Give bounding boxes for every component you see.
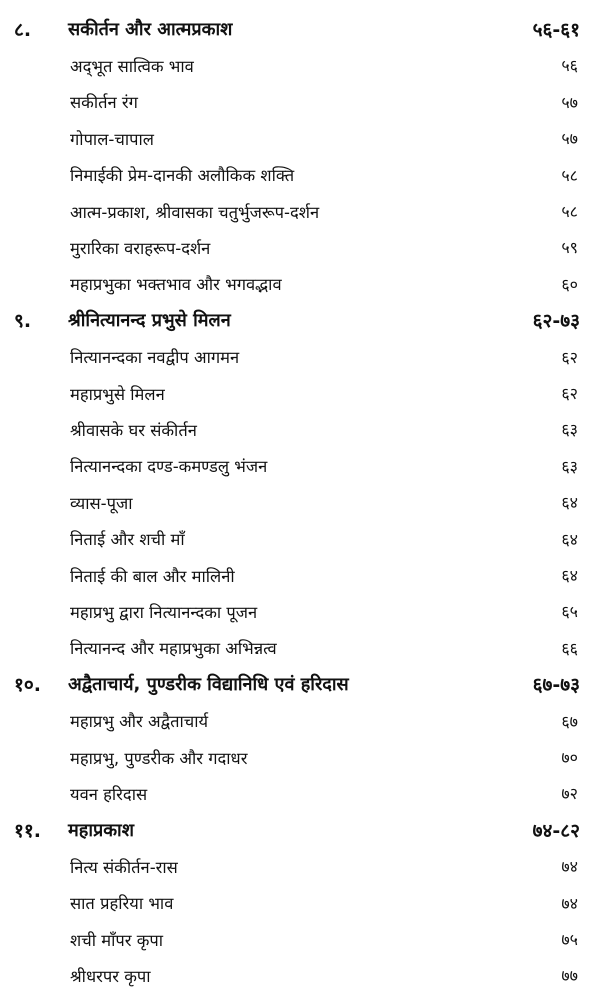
section-title: श्रीवासके घर संकीर्तन xyxy=(70,420,197,440)
section-entry xyxy=(0,957,600,993)
section-title: निताई और शची माँ xyxy=(70,530,185,550)
section-page: ६५ xyxy=(561,602,578,622)
section-entry xyxy=(0,775,600,811)
section-title: महाप्रभु, पुण्डरीक और गदाधर xyxy=(70,748,248,768)
section-entry xyxy=(0,157,600,193)
section-title: यवन हरिदास xyxy=(70,784,148,804)
section-page: ६४ xyxy=(561,566,578,585)
section-page: ५९ xyxy=(561,238,578,258)
section-entry xyxy=(0,193,600,229)
section-title: निताई की बाल और मालिनी xyxy=(70,566,235,586)
section-entry xyxy=(0,229,600,265)
chapter-heading xyxy=(0,666,600,702)
section-entry xyxy=(0,84,600,120)
section-page: ६० xyxy=(561,274,578,294)
section-title: अद्‌भूत सात्विक भाव xyxy=(70,56,194,76)
chapter-page-range: ७४-८२ xyxy=(532,819,580,842)
section-title: महाप्रभुसे मिलन xyxy=(70,384,165,404)
chapter-heading xyxy=(0,11,600,47)
section-title: नित्यानन्दका दण्ड-कमण्डलु भंजन xyxy=(70,457,268,477)
section-page: ६७ xyxy=(561,711,578,731)
section-page: ६४ xyxy=(561,529,578,549)
section-title: सकीर्तन रंग xyxy=(70,93,138,113)
chapter-page-range: ६७-७३ xyxy=(532,674,580,697)
chapter-number: ११. xyxy=(14,819,41,842)
section-entry xyxy=(0,703,600,739)
section-entry xyxy=(0,885,600,921)
section-title: महाप्रभु द्वारा नित्यानन्दका पूजन xyxy=(70,602,258,622)
chapter-number: १०. xyxy=(14,674,41,697)
chapter-heading xyxy=(0,302,600,338)
section-page: ५७ xyxy=(561,92,578,112)
chapter-heading xyxy=(0,812,600,848)
section-page: ६३ xyxy=(561,456,578,476)
section-entry xyxy=(0,411,600,447)
chapter-title: सकीर्तन और आत्मप्रकाश xyxy=(68,19,233,40)
section-entry xyxy=(0,375,600,411)
section-entry xyxy=(0,593,600,629)
chapter-title: महाप्रकाश xyxy=(68,819,134,841)
section-title: महाप्रभु और अद्वैताचार्य xyxy=(70,712,209,732)
section-entry xyxy=(0,848,600,884)
section-page: ७० xyxy=(561,748,578,767)
section-entry xyxy=(0,921,600,957)
section-page: ५६ xyxy=(561,56,578,76)
section-entry xyxy=(0,557,600,593)
section-entry xyxy=(0,521,600,557)
section-entry xyxy=(0,484,600,520)
section-title: महाप्रभुका भक्तभाव और भगवद्भाव xyxy=(70,275,282,295)
section-entry xyxy=(0,448,600,484)
chapter-number: ८. xyxy=(14,19,32,41)
chapter-page-range: ५६-६१ xyxy=(532,19,580,41)
section-title: निमाईकी प्रेम-दानकी अलौकिक शक्ति xyxy=(70,166,295,186)
section-entry xyxy=(0,630,600,666)
section-page: ६३ xyxy=(561,420,578,440)
section-page: ७४ xyxy=(561,857,578,877)
section-page: ५८ xyxy=(561,202,578,221)
section-page: ६६ xyxy=(561,638,578,658)
section-page: ६२ xyxy=(561,347,578,367)
chapter-title: अद्वैताचार्य, पुण्डरीक विद्यानिधि एवं हरिदास xyxy=(68,674,349,696)
section-page: ६४ xyxy=(561,493,578,513)
section-title: शची माँपर कृपा xyxy=(70,930,164,950)
section-title: नित्यानन्दका नवद्वीप आगमन xyxy=(70,348,240,368)
section-entry xyxy=(0,739,600,775)
section-page: ७५ xyxy=(561,930,578,949)
section-page: ७२ xyxy=(561,784,578,804)
section-page: ७७ xyxy=(561,966,578,986)
section-title: मुरारिका वराहरूप-दर्शन xyxy=(70,238,211,258)
chapter-title: श्रीनित्यानन्द प्रभुसे मिलन xyxy=(68,310,231,332)
section-title: श्रीधरपर कृपा xyxy=(70,966,151,986)
section-page: ६२ xyxy=(561,384,578,403)
section-page: ५८ xyxy=(561,165,578,185)
section-title: गोपाल-चापाल xyxy=(70,129,154,149)
section-entry xyxy=(0,47,600,83)
section-title: आत्म-प्रकाश, श्रीवासका चतुर्भुजरूप-दर्शन xyxy=(70,202,320,222)
section-page: ५७ xyxy=(561,129,578,149)
section-title: नित्य संकीर्तन-रास xyxy=(70,857,178,877)
section-page: ७४ xyxy=(561,893,578,913)
chapter-page-range: ६२-७३ xyxy=(532,310,580,333)
section-entry xyxy=(0,339,600,375)
section-entry xyxy=(0,266,600,302)
section-title: सात प्रहरिया भाव xyxy=(70,894,174,914)
section-title: व्यास-पूजा xyxy=(70,493,133,513)
chapter-number: ९. xyxy=(14,310,32,333)
section-entry xyxy=(0,120,600,156)
section-title: नित्यानन्द और महाप्रभुका अभिन्नत्व xyxy=(70,639,277,659)
